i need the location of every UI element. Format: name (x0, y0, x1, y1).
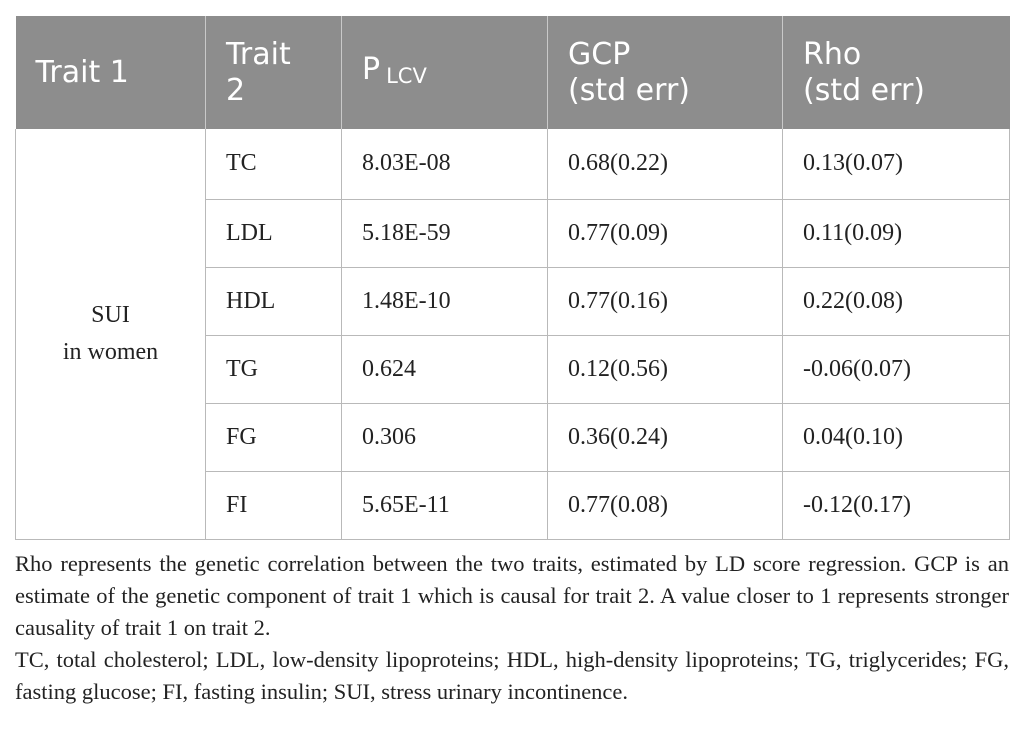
lcv-results-table (15, 16, 1010, 540)
rho-cell: 0.04(0.10) (783, 403, 1010, 471)
table-header (16, 16, 1010, 129)
p-lcv-cell: 5.65E-11 (342, 471, 548, 539)
p-lcv-cell: 0.306 (342, 403, 548, 471)
gcp-cell: 0.68(0.22) (548, 129, 783, 199)
footnote-abbreviations: TC, total cholesterol; LDL, low-density lipoproteins; HDL, high-density lipoproteins; TG, triglycerides; FG, fasting glucose; FI, fasting insulin; SUI, stress urinary incontinence. (15, 647, 1009, 704)
gcp-cell: 0.77(0.08) (548, 471, 783, 539)
trait2-cell: TC (206, 129, 342, 199)
trait2-cell: TG (206, 335, 342, 403)
header-rho (783, 16, 1010, 129)
header-trait2-line1: Trait (226, 36, 291, 72)
rho-cell: 0.22(0.08) (783, 267, 1010, 335)
p-lcv-cell: 8.03E-08 (342, 129, 548, 199)
footnote-definitions: Rho represents the genetic correlation between the two traits, estimated by LD score regression. GCP is an estimate of the genetic component of trait 1 which is causal for trait 2. A value closer to 1 represents stronger causality of trait 1 on trait 2. (15, 551, 1009, 640)
header-trait2 (206, 16, 342, 129)
trait1-cell (16, 129, 206, 539)
trait2-cell: LDL (206, 199, 342, 267)
rho-cell: 0.11(0.09) (783, 199, 1010, 267)
gcp-cell: 0.77(0.09) (548, 199, 783, 267)
header-trait1 (16, 16, 206, 129)
rho-cell: 0.13(0.07) (783, 129, 1010, 199)
rho-cell: -0.12(0.17) (783, 471, 1010, 539)
header-gcp (548, 16, 783, 129)
gcp-cell: 0.36(0.24) (548, 403, 783, 471)
table-body (16, 129, 1010, 539)
rho-cell: -0.06(0.07) (783, 335, 1010, 403)
header-p-subscript: LCV (386, 63, 427, 88)
table-footnotes (15, 548, 1009, 708)
p-lcv-cell: 1.48E-10 (342, 267, 548, 335)
table-row (16, 129, 1010, 199)
header-gcp-line2: (std err) (568, 72, 690, 108)
trait1-line2: in women (62, 338, 159, 365)
header-trait1-label: Trait 1 (35, 54, 129, 90)
gcp-cell: 0.77(0.16) (548, 267, 783, 335)
header-rho-line1: Rho (803, 36, 862, 72)
header-trait2-line2: 2 (226, 72, 246, 108)
header-p-main: P (362, 51, 381, 87)
header-p-lcv (342, 16, 548, 129)
header-row (16, 16, 1010, 129)
p-lcv-cell: 5.18E-59 (342, 199, 548, 267)
header-gcp-line1: GCP (568, 36, 631, 72)
p-lcv-cell: 0.624 (342, 335, 548, 403)
trait1-line1: SUI (91, 301, 130, 328)
results-table-container (15, 16, 1009, 540)
trait2-cell: HDL (206, 267, 342, 335)
gcp-cell: 0.12(0.56) (548, 335, 783, 403)
header-rho-line2: (std err) (803, 72, 925, 108)
trait2-cell: FG (206, 403, 342, 471)
trait2-cell: FI (206, 471, 342, 539)
